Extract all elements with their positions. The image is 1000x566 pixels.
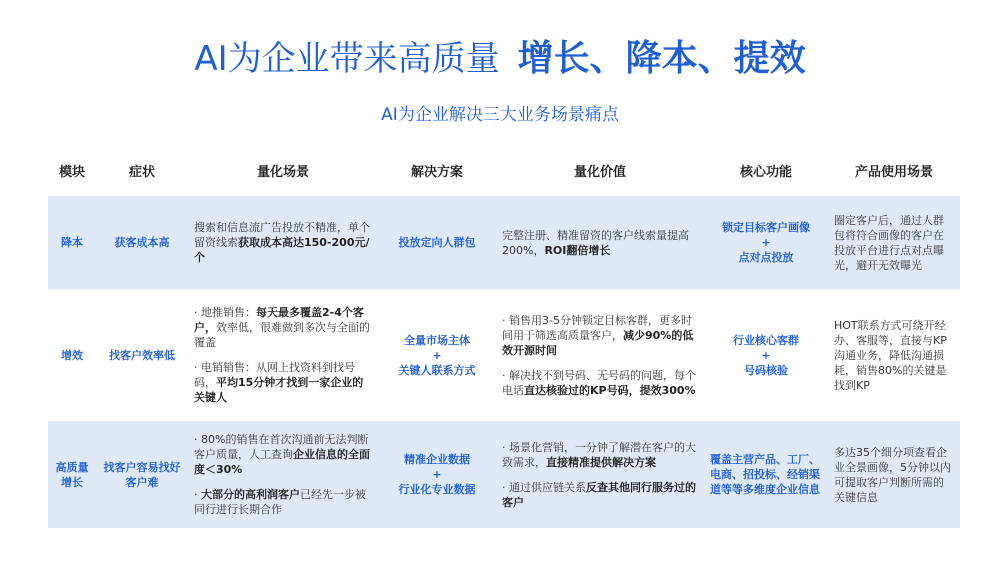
solution-item: 全量市场主体 <box>404 333 470 347</box>
module-cell: 高质量增长 <box>48 421 96 528</box>
header-solution: 解决方案 <box>410 165 463 180</box>
plus-sign: + <box>761 348 771 362</box>
solution-item: 精准企业数据 <box>404 453 470 466</box>
scene-emphasis: 企业信息的全面度＜30% <box>194 448 370 476</box>
header-core: 核心功能 <box>739 165 792 180</box>
scene-emphasis: 大部分的高利润客户 <box>201 488 300 501</box>
scene-emphasis: 每天最多覆盖2-4个客户， <box>194 306 364 334</box>
symptom-cell: 找客户效率低 <box>96 289 188 421</box>
scene-text: 搜索和信息流广告投放不精准，单个留资线索 <box>194 221 370 249</box>
scene-paragraph <box>194 305 372 350</box>
solution-item: 投放定向人群包 <box>398 236 476 249</box>
pain-point-table <box>48 150 960 528</box>
scene-cell <box>188 196 378 289</box>
plus-sign: + <box>761 236 771 249</box>
plus-sign: + <box>432 468 442 481</box>
value-text: · 销售用3-5分钟锁定目标客群，更多时间用于筛选高质量客户， <box>502 313 692 342</box>
value-paragraph <box>502 480 698 510</box>
core-item: 行业核心客群 <box>733 333 799 347</box>
scene-text: · 地推销售： <box>194 306 256 319</box>
header-module: 模块 <box>58 165 85 180</box>
value-emphasis: 减少90%的低效开源时间 <box>502 328 694 357</box>
core-cell <box>704 289 828 421</box>
symptom-cell: 找客户容易找好客户难 <box>96 421 188 528</box>
usage-cell: HOT联系方式可绕开经办、客服等，直接与KP沟通业务，降低沟通损耗，销售80%的关键是找到KP <box>828 289 960 421</box>
value-emphasis: 反查其他同行服务过的客户 <box>502 480 696 509</box>
solution-cell <box>378 289 496 421</box>
page-subtitle: AI为企业解决三大业务场景痛点 <box>381 105 619 125</box>
core-item: 点对点投放 <box>738 251 794 264</box>
header-symptom: 症状 <box>128 165 155 180</box>
value-cell <box>496 421 704 528</box>
core-cell <box>704 196 828 289</box>
scene-emphasis: 获取成本高达150-200元/个 <box>194 236 370 264</box>
scene-paragraph <box>194 487 372 517</box>
title-highlight: 增长、降本、提效 <box>517 38 806 79</box>
page-title <box>0 36 1000 82</box>
value-paragraph <box>502 368 698 398</box>
scene-text: · <box>194 488 201 501</box>
header-usage: 产品使用场景 <box>854 165 933 180</box>
value-emphasis: 直达核验过的KP号码，提效300% <box>524 383 696 397</box>
table-row <box>48 196 960 289</box>
value-text: 完整注册、精准留资的客户线索量提高200%， <box>502 228 689 257</box>
solution-cell <box>378 196 496 289</box>
solution-item: 关键人联系方式 <box>398 363 476 377</box>
value-emphasis: ROI翻倍增长 <box>544 243 611 257</box>
table-header-row <box>48 150 960 196</box>
scene-paragraph <box>194 220 372 265</box>
value-paragraph <box>502 313 698 358</box>
value-paragraph <box>502 228 698 258</box>
scene-text: 效率低，很难做到多次与全面的覆盖 <box>194 321 370 349</box>
symptom-cell: 获客成本高 <box>96 196 188 289</box>
plus-sign: + <box>432 348 442 362</box>
value-text: · 通过供应链关系 <box>502 480 586 494</box>
scene-paragraph <box>194 432 372 477</box>
scene-emphasis: 平均15分钟才找到一家企业的关键人 <box>194 376 364 404</box>
value-cell <box>496 289 704 421</box>
value-text: · 解决找不到号码、无号码的问题，每个电话 <box>502 368 696 397</box>
scene-text: · 80%的销售在首次沟通前无法判断客户质量，人工查询 <box>194 433 369 461</box>
core-item: 覆盖主营产品、工厂、电商、招投标、经销渠道等等多维度企业信息 <box>710 453 820 496</box>
scene-text: · 电销销售：从网上找资料到找号码， <box>194 361 355 389</box>
solution-item: 行业化专业数据 <box>398 483 476 496</box>
scene-paragraph <box>194 360 372 405</box>
core-item: 锁定目标客户画像 <box>722 221 810 234</box>
core-item: 号码核验 <box>744 363 788 377</box>
header-scene: 量化场景 <box>256 165 309 180</box>
core-cell <box>704 421 828 528</box>
value-cell <box>496 196 704 289</box>
value-text: · 场景化营销，一分钟了解潜在客户的大致需求， <box>502 440 696 469</box>
scene-text: 已经先一步被同行进行长期合作 <box>194 488 366 516</box>
scene-cell <box>188 421 378 528</box>
title-main: AI为企业带来高质量 <box>194 39 500 79</box>
scene-cell <box>188 289 378 421</box>
usage-cell: 多达35个细分项查看企业全景画像，5分钟以内可提取客户判断所需的关键信息 <box>828 421 960 528</box>
table-row <box>48 289 960 421</box>
module-cell: 降本 <box>48 196 96 289</box>
header-value: 量化价值 <box>573 165 626 180</box>
table-row <box>48 421 960 528</box>
value-emphasis: 直接精准提供解决方案 <box>546 455 656 469</box>
solution-cell <box>378 421 496 528</box>
usage-cell: 圈定客户后，通过人群包将符合画像的客户在投放平台进行点对点曝光，避开无效曝光 <box>828 196 960 289</box>
value-paragraph <box>502 440 698 470</box>
module-cell: 增效 <box>48 289 96 421</box>
